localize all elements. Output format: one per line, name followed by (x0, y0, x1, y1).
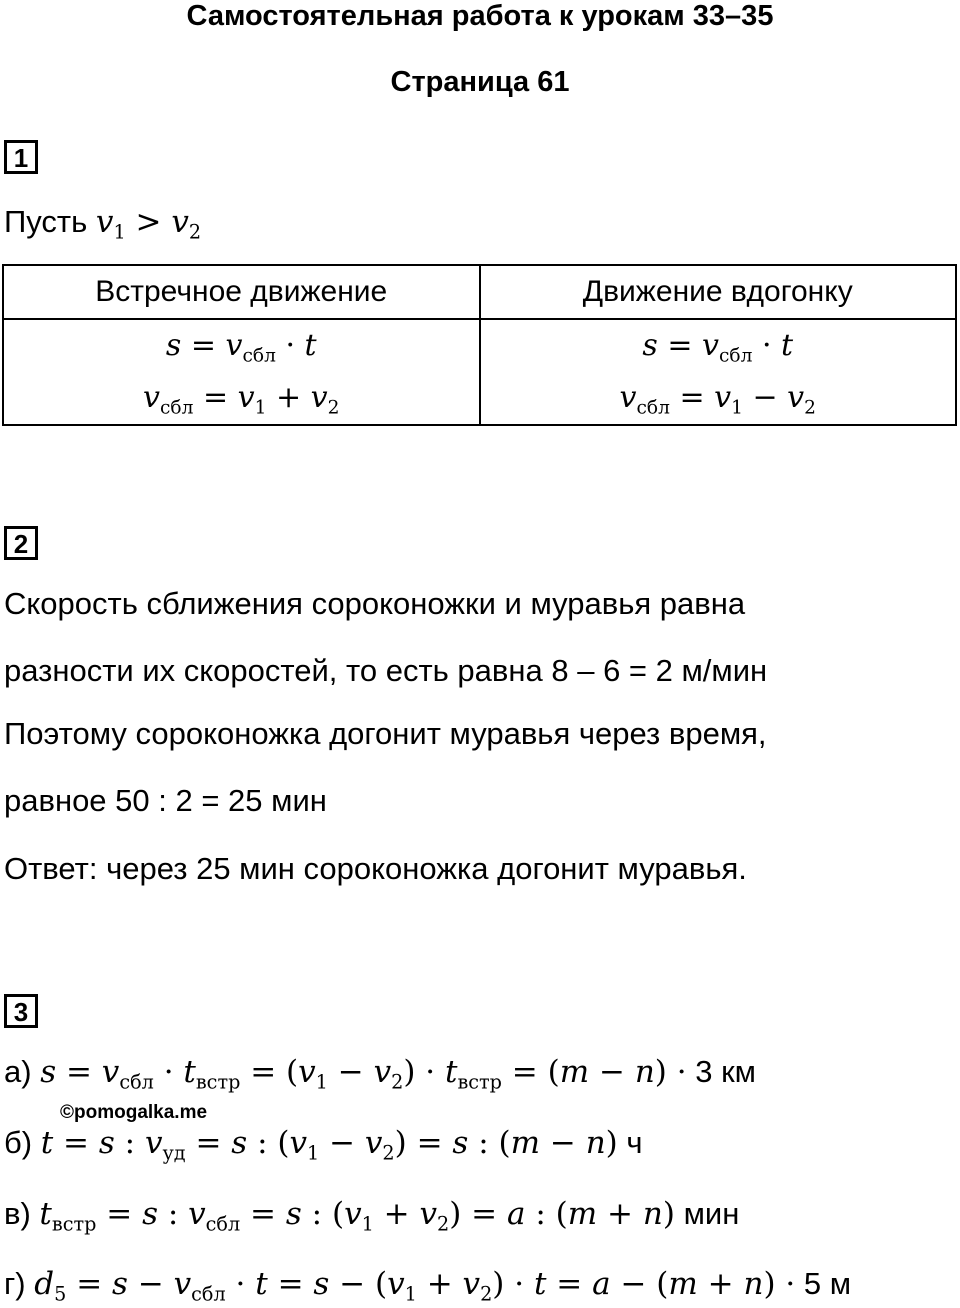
item-unit: ч (626, 1125, 643, 1160)
velocity-inequality: $v_1 > v_2$ (95, 204, 202, 244)
task-2-line: равное 50 : 2 = 25 мин (4, 783, 327, 818)
chasing-speed-formula: $v_{сбл} = v_1 - v_2$ (619, 380, 816, 419)
task-1-number: 1 (4, 140, 38, 174)
task-1-intro: Пусть (4, 204, 88, 239)
task-2-answer: Ответ: через 25 мин сороконожка догонит муравья. (4, 851, 747, 886)
task-2-line: разности их скоростей, то есть равна 8 – 6 = 2 м/мин (4, 653, 768, 688)
watermark: ©pomogalka.me (60, 1102, 208, 1123)
meeting-speed-formula: $v_{сбл} = v_1 + v_2$ (143, 380, 340, 419)
task-3-item-d: г) $d_5 = s - v_{сбл} \cdot t = s - (v_1 + v_2) \cdot t = a - (m + n) \cdot 5$ м (4, 1266, 852, 1306)
task-3-item-a: а) $s = v_{сбл} \cdot t_{встр} = (v_1 - v_2) \cdot t_{встр} = (m - n) \cdot 3$ км (4, 1054, 756, 1094)
item-unit: 3 км (695, 1054, 756, 1089)
table-header-chasing: Движение вдогонку (480, 265, 957, 319)
task-1-condition (4, 204, 202, 244)
chasing-distance-formula: $s = v_{сбл} \cdot t$ (642, 328, 794, 367)
motion-formulas-table (2, 264, 957, 426)
task-3-item-c: в) $t_{встр} = s$ : $v_{сбл} = s$ : $(v_1 + v_2) = a$ : (m + n) мин (4, 1196, 740, 1236)
item-unit: мин (683, 1196, 740, 1231)
meeting-formulas (3, 319, 480, 425)
item-label: а) (4, 1054, 32, 1089)
task-2-line: Поэтому сороконожка догонит муравья через время, (4, 716, 767, 751)
table-header-meeting: Встречное движение (3, 265, 480, 319)
item-label: б) (4, 1125, 33, 1160)
task-3-number: 3 (4, 994, 38, 1028)
meeting-distance-formula: $s = v_{сбл} \cdot t$ (165, 328, 317, 367)
task-3-item-b: б) t = s : $v_{уд} = s$ : $(v_1 - v_2) = s$ : (m − n) ч (4, 1125, 643, 1165)
task-2-number: 2 (4, 526, 38, 560)
page-number: Страница 61 (390, 66, 570, 98)
item-label: в) (4, 1196, 31, 1231)
item-unit: 5 м (803, 1266, 852, 1301)
chasing-formulas (480, 319, 957, 425)
item-label: г) (4, 1266, 26, 1301)
task-2-line: Скорость сближения сороконожки и муравья равна (4, 586, 746, 621)
worksheet-title: Самостоятельная работа к урокам 33–35 (186, 0, 774, 32)
